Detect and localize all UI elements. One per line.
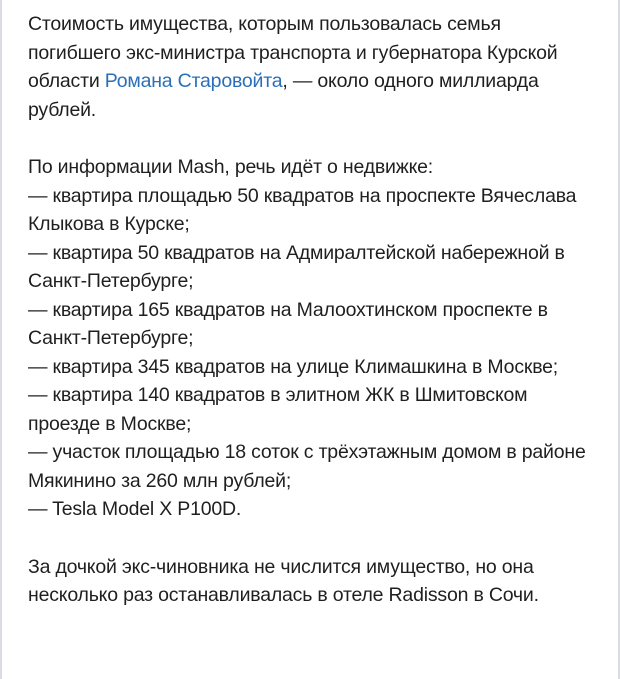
intro-text: Стоимость имущества, которым пользовалась семья погибшего экс-министра транспорта и губернатора Курской области: [28, 13, 558, 92]
list-item: — участок площадью 18 соток с трёхэтажным домом в районе Мякинино за 260 млн рублей;: [28, 441, 586, 492]
paragraph-spacer: [28, 524, 592, 553]
list-heading: По информации Mash, речь идёт о недвижке:: [28, 156, 433, 178]
list-item: — Tesla Model X P100D.: [28, 498, 242, 520]
closing-paragraph: За дочкой экс-чиновника не числится имущество, но она несколько раз останавливалась в отеле Radisson в Сочи.: [28, 555, 539, 606]
intro-paragraph: [28, 10, 592, 124]
person-link[interactable]: Романа Старовойта: [104, 70, 283, 92]
list-item: — квартира 345 квадратов на улице Климашкина в Москве;: [28, 355, 559, 378]
list-item: — квартира 50 квадратов на Адмиралтейской набережной в Санкт-Петербурге;: [28, 241, 565, 292]
list-item: — квартира площадью 50 квадратов на проспекте Вячеслава Клыкова в Курске;: [28, 184, 577, 235]
paragraph-spacer: [28, 124, 592, 153]
list-item: — квартира 140 квадратов в элитном ЖК в Шмитовском проезде в Москве;: [28, 384, 528, 435]
list-item: — квартира 165 квадратов на Малоохтинском проспекте в Санкт-Петербурге;: [28, 298, 548, 349]
intro-text-end: , — около одного миллиарда рублей.: [28, 70, 539, 121]
property-list: [28, 153, 592, 524]
